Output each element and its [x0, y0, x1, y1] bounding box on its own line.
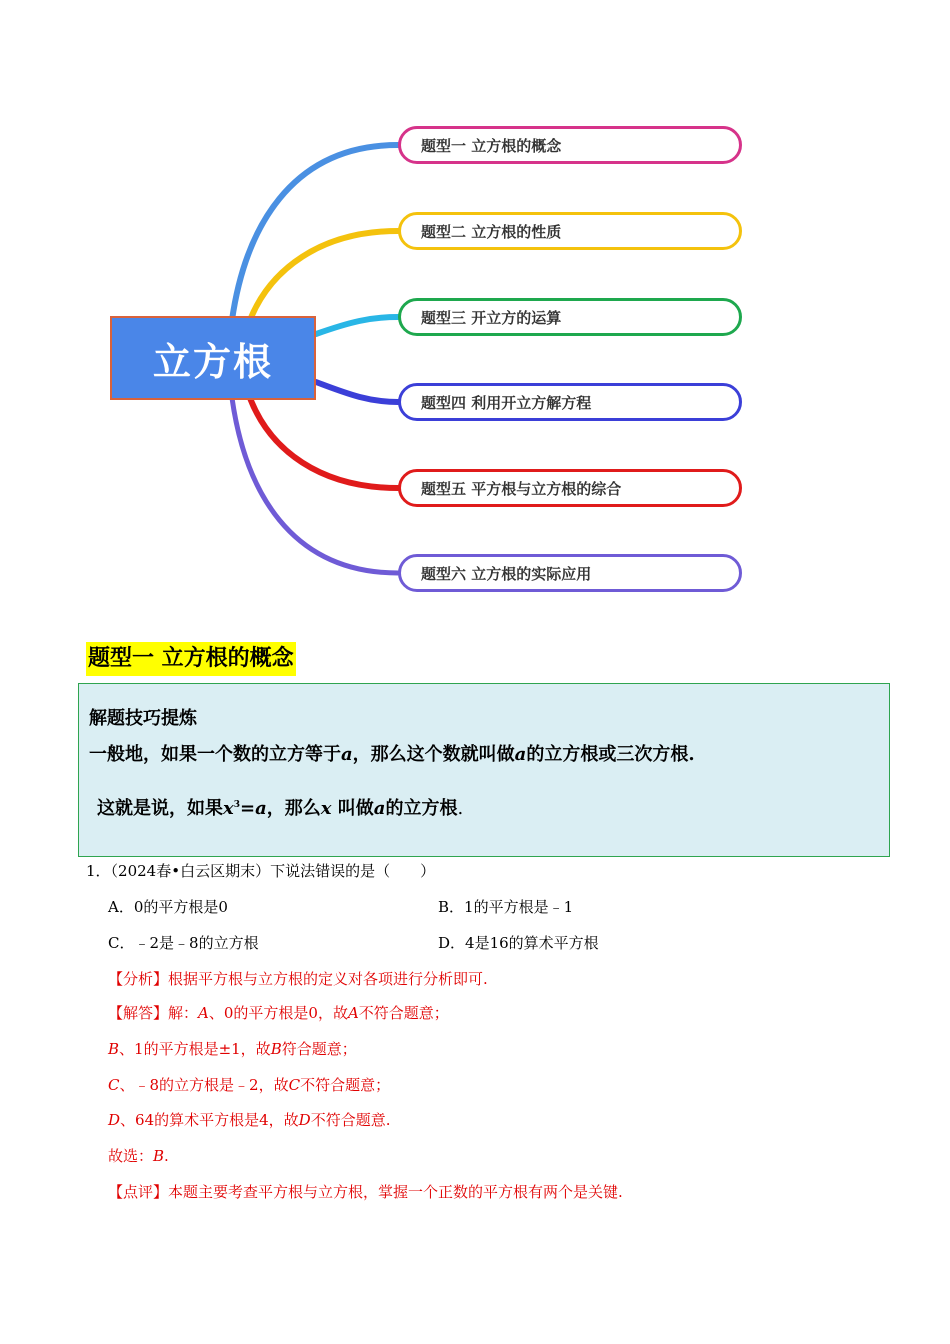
branch-line-2	[250, 231, 398, 320]
mindmap-center-label: 立方根	[152, 339, 273, 384]
tip-restatement: 这就是说，如果$x^3=a$，那么x 叫做a的立方根.	[97, 798, 464, 819]
option-d[interactable]: D．4是16的算术平方根	[438, 934, 599, 952]
topic-node-3[interactable]	[398, 298, 742, 336]
topic-label: 题型三 开立方的运算	[421, 308, 562, 327]
mindmap-center-node	[110, 316, 316, 400]
analysis-text: 【分析】根据平方根与立方根的定义对各项进行分析即可.	[108, 970, 488, 988]
tip-title: 解题技巧提炼	[89, 708, 197, 729]
topic-label: 题型六 立方根的实际应用	[421, 564, 592, 583]
answer-line-c: C、﹣8的立方根是﹣2，故C不符合题意；	[108, 1076, 391, 1094]
option-c[interactable]: C．﹣2是﹣8的立方根	[108, 934, 259, 952]
question-stem: 1．（2024春•白云区期末）下说法错误的是（ ）	[86, 862, 436, 880]
topic-node-6[interactable]	[398, 554, 742, 592]
answer-choice: 故选：B.	[108, 1147, 169, 1165]
branch-line-3	[316, 317, 398, 334]
topic-label: 题型四 利用开立方解方程	[421, 393, 592, 412]
option-a[interactable]: A．0的平方根是0	[108, 898, 228, 916]
topic-label: 题型一 立方根的概念	[421, 136, 562, 155]
topic-label: 题型二 立方根的性质	[421, 222, 562, 241]
topic-node-2[interactable]	[398, 212, 742, 250]
topic-node-1[interactable]	[398, 126, 742, 164]
tip-box	[78, 683, 890, 857]
topic-node-4[interactable]	[398, 383, 742, 421]
option-b[interactable]: B．1的平方根是﹣1	[438, 898, 574, 916]
answer-line-d: D、64的算术平方根是4，故D不符合题意.	[108, 1111, 391, 1129]
answer-line-a: 【解答】解：A、0的平方根是0，故A不符合题意；	[108, 1004, 449, 1022]
tip-definition: 一般地，如果一个数的立方等于a，那么这个数就叫做a的立方根或三次方根.	[89, 744, 695, 765]
answer-line-b: B、1的平方根是±1，故B符合题意；	[108, 1040, 357, 1058]
branch-line-5	[250, 398, 398, 488]
branch-line-4	[316, 382, 398, 402]
topic-label: 题型五 平方根与立方根的综合	[421, 479, 622, 498]
section-heading: 题型一 立方根的概念	[86, 642, 296, 676]
topic-node-5[interactable]	[398, 469, 742, 507]
comment-text: 【点评】本题主要考查平方根与立方根，掌握一个正数的平方根有两个是关键.	[108, 1183, 623, 1201]
